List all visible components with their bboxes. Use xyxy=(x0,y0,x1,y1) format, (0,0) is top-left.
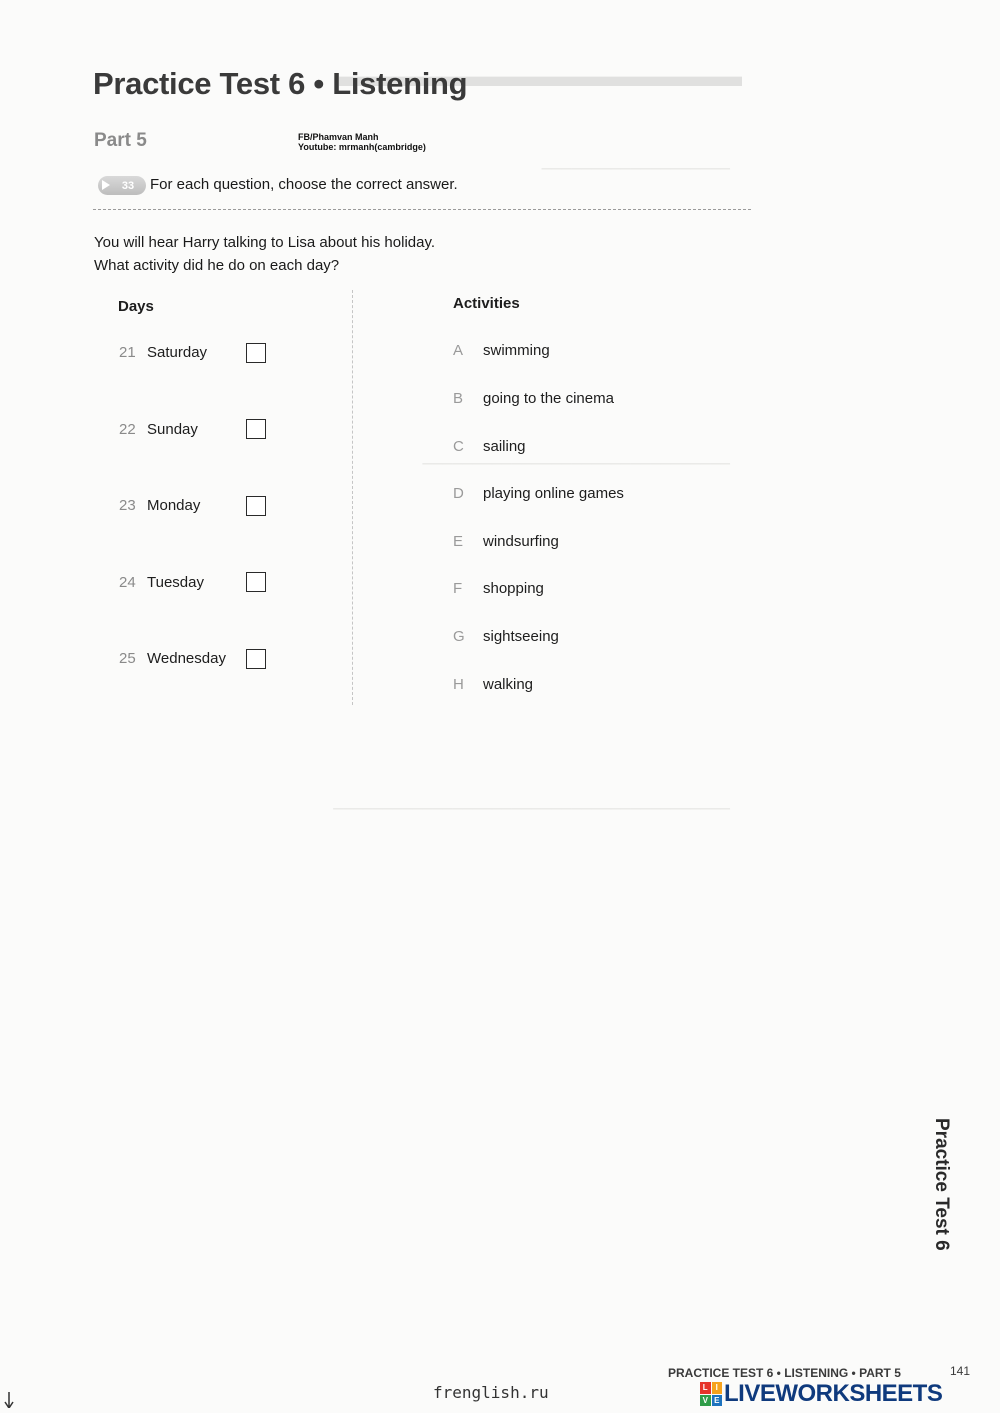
activity-label: swimming xyxy=(483,342,550,359)
audio-track-number: 33 xyxy=(121,179,135,192)
credit-line-2: Youtube: mrmanh(cambridge) xyxy=(298,142,426,152)
side-tab: Practice Test 6 xyxy=(931,1118,952,1251)
credit-note xyxy=(298,132,426,152)
activity-item xyxy=(453,533,559,550)
question-number: 23 xyxy=(119,497,136,514)
scan-mark-icon xyxy=(4,1392,14,1408)
day-label: Monday xyxy=(147,497,201,514)
activity-letter: E xyxy=(453,533,464,550)
day-label: Tuesday xyxy=(147,574,204,591)
instruction-text: For each question, choose the correct answer. xyxy=(150,176,458,193)
question-intro xyxy=(94,231,435,277)
answer-box-21[interactable] xyxy=(246,343,266,363)
page-title: Practice Test 6 • Listening xyxy=(93,66,468,101)
day-item xyxy=(119,344,207,361)
part-label: Part 5 xyxy=(94,130,147,151)
activity-item xyxy=(453,390,614,407)
column-divider xyxy=(352,290,353,705)
activity-label: sightseeing xyxy=(483,628,559,645)
activity-item xyxy=(453,676,533,693)
answer-box-25[interactable] xyxy=(246,649,266,669)
badge-letter: L xyxy=(700,1382,711,1394)
activity-letter: H xyxy=(453,676,464,693)
activity-item xyxy=(453,342,550,359)
question-number: 25 xyxy=(119,650,136,667)
activity-letter: A xyxy=(453,342,464,359)
reverse-page-bleed: ▬▬▬▬▬▬▬▬▬▬▬▬▬ ─────────────────── ─────────────────────────────── ──────────────────────────────────────── xyxy=(333,58,742,816)
activity-letter: G xyxy=(453,628,465,645)
activity-item xyxy=(453,485,624,502)
question-number: 24 xyxy=(119,574,136,591)
activity-item xyxy=(453,628,559,645)
badge-letter: E xyxy=(712,1395,723,1407)
badge-letter: I xyxy=(712,1382,723,1394)
day-item xyxy=(119,650,226,667)
activity-label: shopping xyxy=(483,580,544,597)
audio-track-badge[interactable] xyxy=(98,176,146,195)
day-label: Saturday xyxy=(147,344,208,361)
activity-item xyxy=(453,580,544,597)
answer-box-22[interactable] xyxy=(246,419,266,439)
activities-heading: Activities xyxy=(453,295,520,312)
intro-line-2: What activity did he do on each day? xyxy=(94,257,340,274)
activity-label: playing online games xyxy=(483,485,624,502)
activity-letter: C xyxy=(453,438,464,455)
play-icon xyxy=(102,180,110,190)
running-footer: PRACTICE TEST 6 • LISTENING • PART 5 xyxy=(668,1366,901,1380)
day-item xyxy=(119,421,198,438)
badge-letter: V xyxy=(700,1395,711,1407)
question-number: 21 xyxy=(119,344,136,361)
day-item xyxy=(119,497,200,514)
intro-line-1: You will hear Harry talking to Lisa about his holiday. xyxy=(94,234,436,251)
liveworksheets-logo[interactable] xyxy=(700,1380,942,1408)
activity-letter: D xyxy=(453,485,464,502)
divider xyxy=(93,209,751,210)
activity-label: going to the cinema xyxy=(483,390,614,407)
page-number: 141 xyxy=(950,1364,971,1378)
activity-label: sailing xyxy=(483,438,526,455)
day-item xyxy=(119,574,204,591)
logo-badge xyxy=(700,1382,722,1406)
activity-label: walking xyxy=(483,676,534,693)
website-watermark: frenglish.ru xyxy=(433,1383,549,1402)
question-number: 22 xyxy=(119,421,136,438)
activity-item xyxy=(453,438,526,455)
day-label: Sunday xyxy=(147,421,198,438)
activity-label: windsurfing xyxy=(483,533,559,550)
answer-box-24[interactable] xyxy=(246,572,266,592)
brand-name: LIVEWORKSHEETS xyxy=(724,1380,943,1407)
activity-letter: B xyxy=(453,390,464,407)
day-label: Wednesday xyxy=(147,650,226,667)
activity-letter: F xyxy=(453,580,463,597)
answer-box-23[interactable] xyxy=(246,496,266,516)
days-heading: Days xyxy=(118,298,154,315)
credit-line-1: FB/Phamvan Manh xyxy=(298,132,379,142)
